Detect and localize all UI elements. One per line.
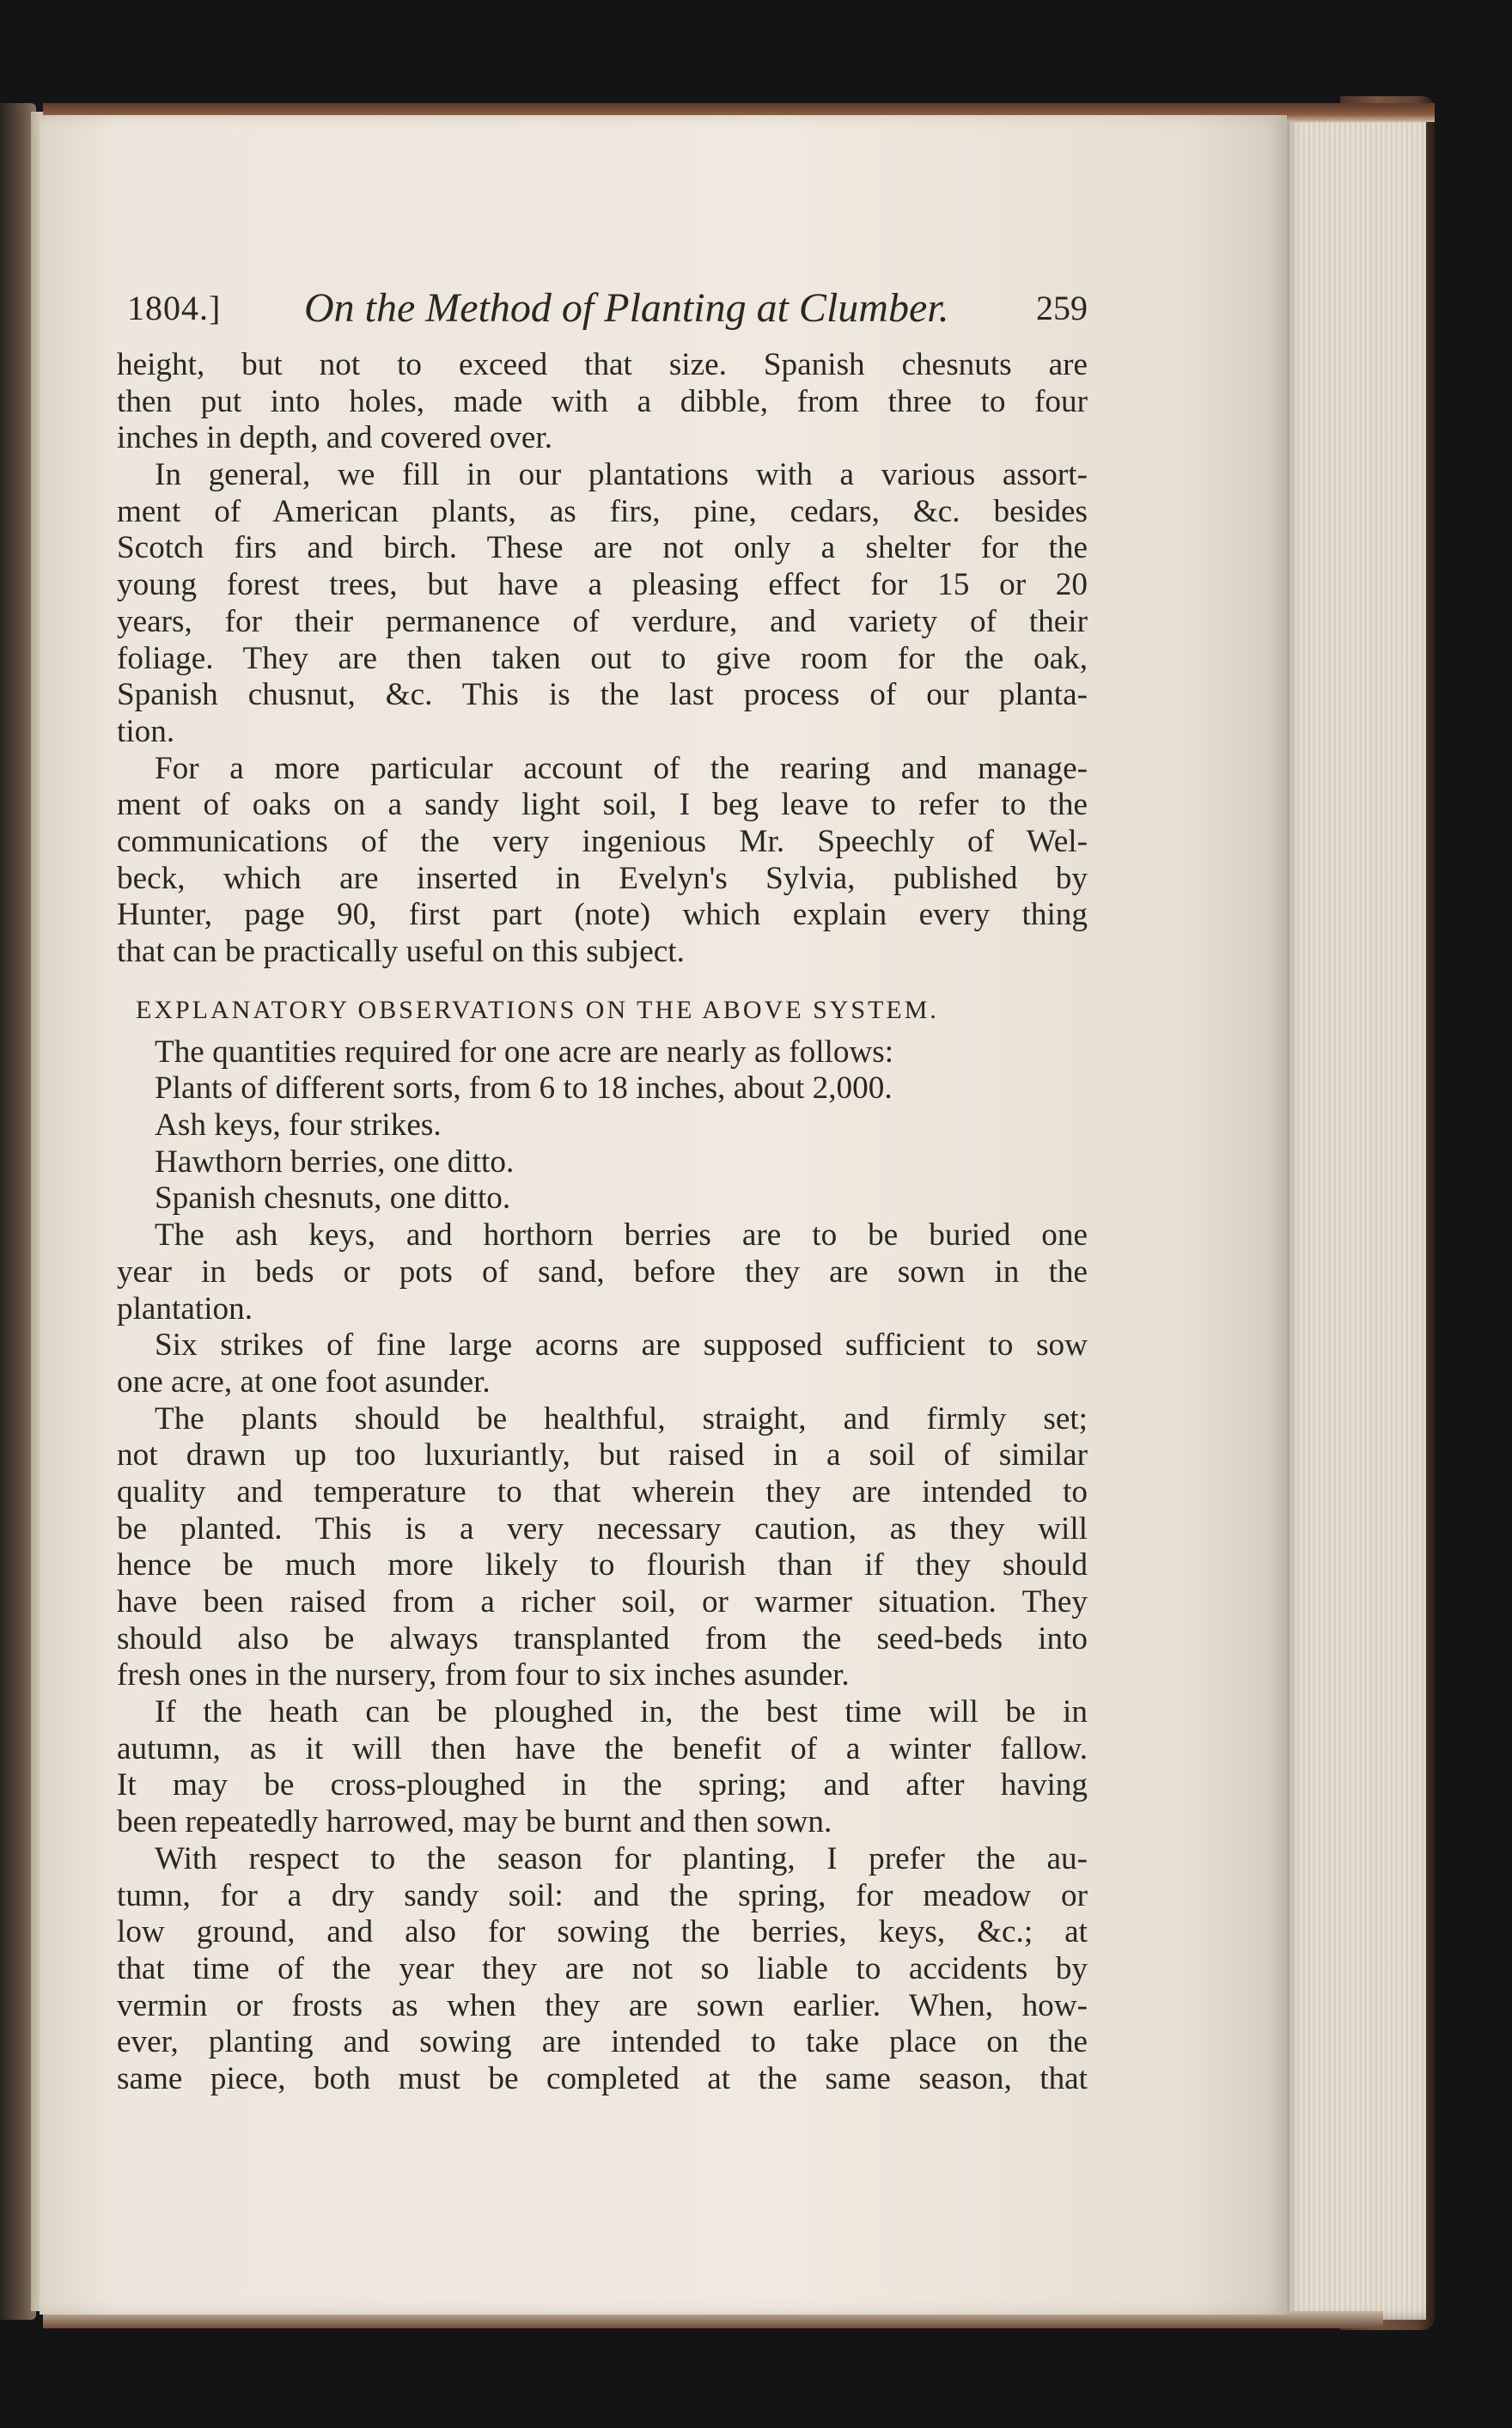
text-line: Ash keys, four strikes. <box>155 1107 442 1144</box>
text-line: tumn, for a dry sandy soil: and the spring, for meadow or <box>117 1877 1088 1913</box>
text-line: foliage. They are then taken out to give room for the oak, <box>117 640 1088 676</box>
text-line: In general, we fill in our plantations with a various assort- <box>155 457 1088 493</box>
text-line: The ash keys, and horthorn berries are to be buried one <box>155 1217 1088 1254</box>
text-line: that can be practically useful on this subject. <box>117 934 685 969</box>
text-line: Plants of different sorts, from 6 to 18 inches, about 2,000. <box>155 1071 893 1107</box>
text-line: Six strikes of fine large acorns are supposed sufficient to sow <box>155 1327 1088 1363</box>
text-line: ever, planting and sowing are intended to take place on the <box>117 2024 1088 2060</box>
page-fore-edge <box>1282 112 1426 2320</box>
text-line: have been raised from a richer soil, or warmer situation. They <box>117 1584 1088 1620</box>
body-text <box>117 347 1088 2098</box>
text-line: For a more particular account of the rearing and manage- <box>155 750 1088 786</box>
text-line: that time of the year they are not so liable to accidents by <box>117 1950 1088 1986</box>
running-head <box>117 282 1088 335</box>
text-line: Hunter, page 90, first part (note) which explain every thing <box>117 897 1088 933</box>
text-line: low ground, and also for sowing the berries, keys, &c.; at <box>117 1914 1088 1950</box>
page-number: 259 <box>1036 289 1088 327</box>
text-line: With respect to the season for planting, I prefer the au- <box>155 1840 1088 1876</box>
text-line: not drawn up too luxuriantly, but raised in a soil of similar <box>117 1437 1088 1473</box>
text-line: communications of the very ingenious Mr. Speechly of Wel- <box>117 823 1088 859</box>
paragraphs-before-heading <box>117 347 1088 971</box>
text-line: same piece, both must be completed at the same season, that <box>117 2060 1088 2096</box>
text-line: one acre, at one foot asunder. <box>117 1363 491 1400</box>
text-line: Spanish chusnut, &c. This is the last process of our planta- <box>117 677 1088 713</box>
text-line: should also be always transplanted from the seed-beds into <box>117 1620 1088 1656</box>
text-line: Scotch firs and birch. These are not only a shelter for the <box>117 530 1088 566</box>
text-line: quality and temperature to that wherein they are intended to <box>117 1473 1088 1510</box>
text-line: Spanish chesnuts, one ditto. <box>155 1180 511 1217</box>
text-line: been repeatedly harrowed, may be burnt and then sown. <box>117 1804 832 1840</box>
text-line: vermin or frosts as when they are sown earlier. When, how- <box>117 1987 1088 2023</box>
text-line: ment of oaks on a sandy light soil, I beg leave to refer to the <box>117 787 1088 823</box>
text-line: plantation. <box>117 1290 253 1327</box>
text-line: It may be cross-ploughed in the spring; and after having <box>117 1767 1088 1803</box>
page-text <box>117 282 1088 2098</box>
text-line: height, but not to exceed that size. Spanish chesnuts are <box>117 347 1088 382</box>
text-line: autumn, as it will then have the benefit of a winter fallow. <box>117 1730 1088 1766</box>
text-line: years, for their permanence of verdure, and variety of their <box>117 603 1088 639</box>
text-line: be planted. This is a very necessary caution, as they will <box>117 1510 1088 1546</box>
text-line: year in beds or pots of sand, before they are sown in the <box>117 1254 1088 1290</box>
text-line: then put into holes, made with a dibble, from three to four <box>117 383 1088 419</box>
running-head-title: On the Method of Planting at Clumber. <box>304 285 949 331</box>
text-line: Hawthorn berries, one ditto. <box>155 1144 515 1180</box>
text-line: If the heath can be ploughed in, the best time will be in <box>155 1694 1088 1730</box>
text-line: inches in depth, and covered over. <box>117 420 553 456</box>
text-line: fresh ones in the nursery, from four to six inches asunder. <box>117 1657 850 1693</box>
section-heading: EXPLANATORY OBSERVATIONS ON THE ABOVE SYSTEM. <box>136 995 939 1024</box>
text-line: The plants should be healthful, straight, and firmly set; <box>155 1400 1088 1437</box>
text-line: beck, which are inserted in Evelyn's Sylvia, published by <box>117 860 1088 896</box>
text-line: ment of American plants, as firs, pine, cedars, &c. besides <box>117 493 1088 529</box>
text-line: hence be much more likely to flourish than if they should <box>117 1547 1088 1583</box>
text-line: The quantities required for one acre are nearly as follows: <box>155 1034 894 1070</box>
text-line: young forest trees, but have a pleasing effect for 15 or 20 <box>117 567 1088 603</box>
paragraphs-after-heading <box>117 1034 1088 2098</box>
text-line: tion. <box>117 713 175 749</box>
running-head-year: 1804.] <box>127 289 222 327</box>
